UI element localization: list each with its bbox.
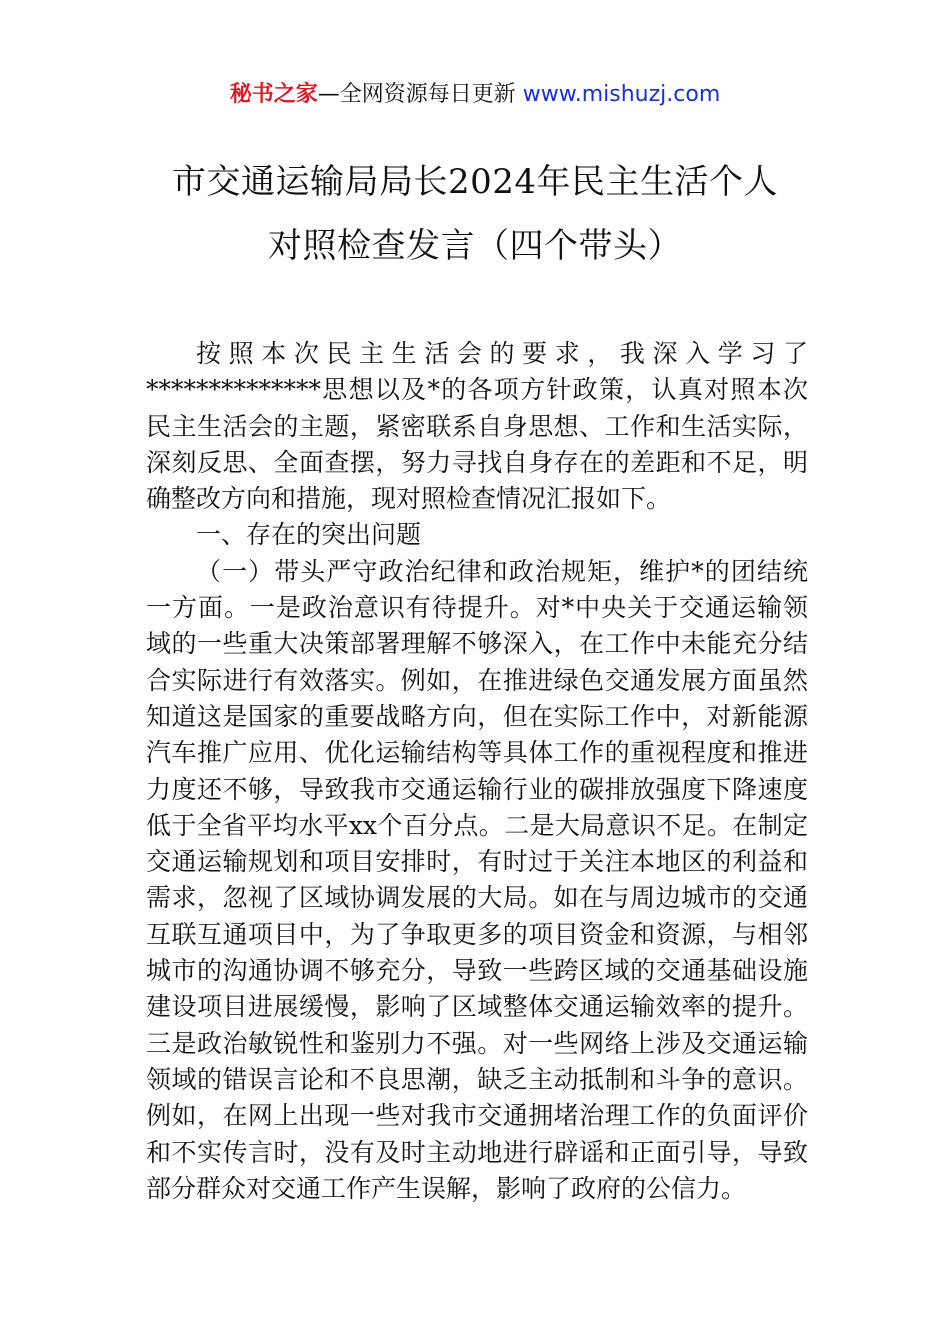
site-url-link[interactable]: www.mishuzj.com (522, 82, 721, 107)
site-brand: 秘书之家 (229, 82, 318, 107)
title-line-1: 市交通运输局局长2024年民主生活个人 (171, 162, 779, 202)
section-heading: 一、存在的突出问题 (196, 520, 422, 550)
site-tagline: —全网资源每日更新 (317, 82, 523, 107)
problem-paragraph: （一）带头严守政治纪律和政治规矩，维护*的团结统一方面。一是政治意识有待提升。对*中央关于交通运输领域的一些重大决策部署理解不够深入，在工作中未能充分结合实际进行有效落实。例如，在推进绿色交通发展方面虽然知道这是国家的重要战略方向，但在实际工作中，对新能源汽车推广应用、优化运输结构等具体工作的重视程度和推进力度还不够，导致我市交通运输行业的碳排放强度下降速度低于全省平均水平xx个百分点。二是大局意识不足。在制定交通运输规划和项目安排时，有时过于关注本地区的利益和需求，忽视了区域协调发展的大局。如在与周边城市的交通互联互通项目中，为了争取更多的项目资金和资源，与相邻城市的沟通协调不够充分，导致一些跨区域的交通基础设施建设项目进展缓慢，影响了区域整体交通运输效率的提升。三是政治敏锐性和鉴别力不强。对一些网络上涉及交通运输领域的错误言论和不良思潮，缺乏主动抵制和斗争的意识。例如，在网上出现一些对我市交通拥堵治理工作的负面评价和不实传言时，没有及时主动地进行辟谣和正面引导，导致部分群众对交通工作产生误解，影响了政府的公信力。 (146, 556, 808, 1203)
title-line-2: 对照检查发言（四个带头） (268, 226, 682, 266)
document-body (146, 336, 808, 1207)
intro-paragraph: 按照本次民主生活会的要求，我深入学习了**************思想以及*的各项方针政策，认真对照本次民主生活会的主题，紧密联系自身思想、工作和生活实际，深刻反思、全面查摆，努力寻找自身存在的差距和不足，明确整改方向和措施，现对照检查情况汇报如下。 (146, 339, 808, 514)
document-title (100, 150, 850, 278)
site-header (0, 78, 950, 112)
